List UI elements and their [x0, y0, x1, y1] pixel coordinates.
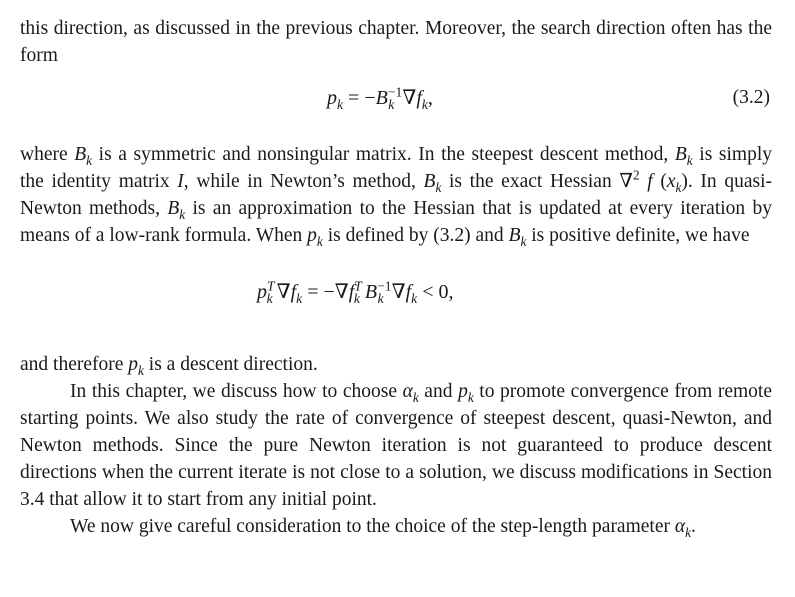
math-symbol: B [375, 87, 388, 109]
math-symbol: B [167, 198, 180, 219]
math-subscript: k [421, 97, 428, 112]
math-symbol: f [647, 171, 653, 192]
math-symbol: B [508, 225, 521, 246]
math-symbol: B [74, 144, 87, 165]
text-run: and therefore [20, 354, 129, 375]
text-run: is a descent direction. [143, 354, 318, 375]
descent-inequality-block [20, 249, 772, 333]
math-symbol: f [348, 281, 355, 303]
math-subscript: k [388, 97, 395, 112]
descent-inequality [257, 277, 453, 307]
math-symbol: p [327, 87, 337, 109]
paragraph-hessian [20, 141, 772, 249]
math-symbol: p [257, 281, 267, 303]
math-subscript: k [377, 291, 384, 306]
math-superscript: T [267, 278, 275, 294]
math-symbol: f [405, 281, 412, 303]
math-subscript: k [467, 389, 474, 405]
math-superscript: −1 [387, 84, 403, 100]
math-punctuation: , [427, 87, 433, 109]
math-subscript: k [86, 152, 93, 168]
math-subscript: k [353, 291, 360, 306]
math-punctuation: ( [652, 171, 667, 192]
equation-3-2 [327, 83, 433, 113]
paragraph-intro [20, 15, 772, 69]
text-run: is an approximation to the Hessian that is updated at every iteration by means of a low-rank formula. When [20, 198, 772, 246]
math-operator: = − [343, 87, 376, 109]
math-subscript: k [138, 362, 144, 378]
math-subscript: k [686, 152, 693, 168]
paragraph-descent [20, 351, 772, 378]
math-symbol: f [416, 87, 422, 109]
math-subscript: k [435, 179, 442, 195]
math-operator: < 0, [417, 281, 454, 303]
text-run: In this chapter, we discuss how to choose [70, 381, 403, 402]
text-run: We now give careful consideration to the choice of the step-length parameter [70, 516, 675, 537]
math-operator: ∇ [391, 281, 406, 303]
math-subscript: k [337, 97, 344, 112]
paragraph-chapter-overview [20, 378, 772, 513]
math-operator: ∇ [276, 281, 291, 303]
math-symbol: α [402, 381, 413, 402]
text-run: . [691, 516, 696, 537]
text-run: this direction, as discussed in the previous chapter. Moreover, the search direction often has the form [20, 18, 772, 66]
math-symbol: f [290, 281, 297, 303]
equation-number: (3.2) [732, 87, 770, 108]
text-run: to promote convergence from remote starting points. We also study the rate of convergence of steepest descent, quasi-Newton, and Newton methods. Since the pure Newton iteration is not guaranteed to produce descent directions when the current iterate is not close to a solution, we discuss modifications in Section 3.4 that allow it to start from any initial point. [20, 381, 773, 510]
math-symbol: α [674, 516, 686, 537]
math-subscript: k [685, 524, 691, 540]
math-subscript: k [266, 291, 273, 306]
text-run: , while in Newton’s method, [183, 171, 424, 192]
math-symbol: p [307, 225, 317, 246]
math-symbol: B [674, 144, 687, 165]
math-superscript: 2 [632, 167, 640, 183]
math-operator: = −∇ [302, 281, 349, 303]
math-subscript: k [316, 233, 323, 249]
math-symbol: B [364, 281, 378, 303]
math-subscript: k [411, 291, 418, 306]
math-symbol: I [177, 171, 184, 192]
text-run: In quasi-Newton methods, [20, 171, 772, 219]
text-run: where [20, 144, 75, 165]
equation-3-2-block [20, 69, 772, 127]
math-subscript: k [296, 291, 303, 306]
math-symbol: p [458, 381, 468, 402]
text-run: is a symmetric and nonsingular matrix. In the steepest descent method, [92, 144, 675, 165]
math-symbol: p [128, 354, 139, 375]
paragraph-step-length [20, 513, 772, 540]
math-symbol: B [423, 171, 436, 192]
math-subscript: k [520, 233, 527, 249]
text-run: is simply the identity matrix [20, 144, 772, 192]
document-page [20, 15, 772, 540]
math-subscript: k [412, 389, 419, 405]
text-run: and [418, 381, 459, 402]
text-run: is positive definite, we have [526, 225, 750, 246]
math-subscript: k [675, 179, 682, 195]
text-run: is the exact Hessian ∇ [441, 171, 633, 192]
text-run: is defined by (3.2) and [322, 225, 509, 246]
math-operator: ∇ [402, 87, 417, 109]
math-subscript: k [179, 206, 186, 222]
math-superscript: T [354, 278, 362, 294]
math-punctuation: ). [681, 171, 693, 192]
math-symbol: x [666, 171, 676, 192]
math-superscript: −1 [377, 278, 392, 294]
